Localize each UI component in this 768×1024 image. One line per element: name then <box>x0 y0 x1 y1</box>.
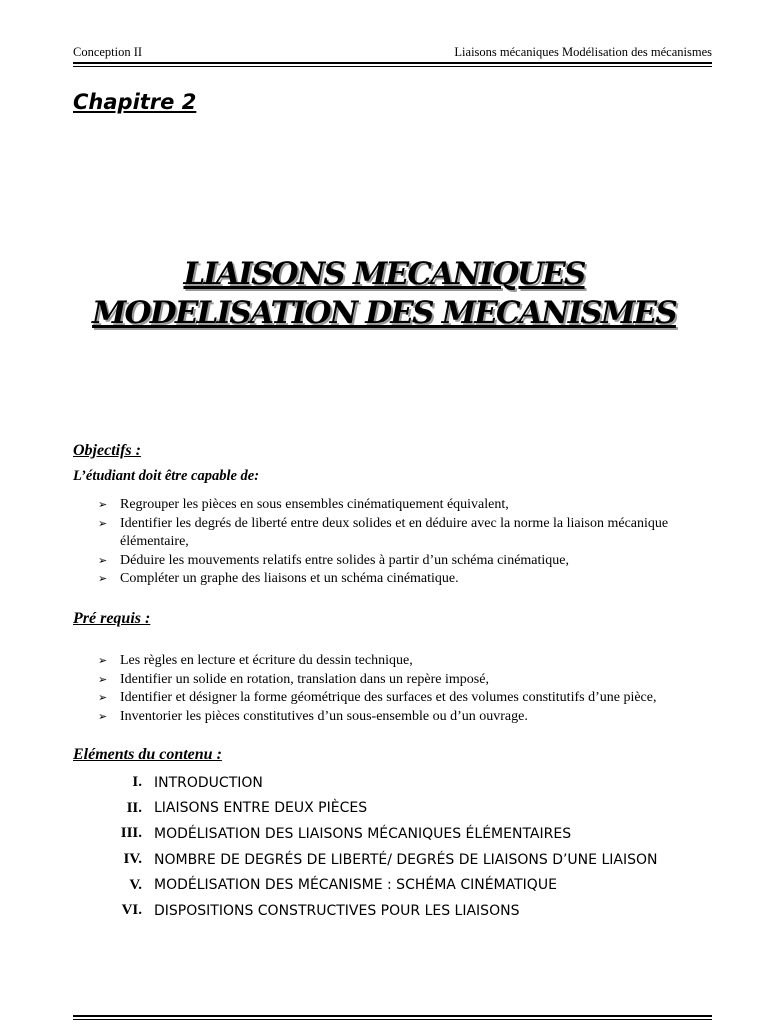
list-item <box>100 796 657 822</box>
list-item <box>100 847 657 873</box>
main-title-line2: MODELISATION DES MECANISMES <box>92 295 676 331</box>
item-number: VI. <box>121 902 142 919</box>
arrow-bullet-icon: ➢ <box>98 573 108 585</box>
item-number: II. <box>126 799 142 816</box>
item-text: MODÉLISATION DES LIAISONS MÉCANIQUES ÉLÉMENTAIRES <box>154 825 572 842</box>
item-text: LIAISONS ENTRE DEUX PIÈCES <box>154 800 368 817</box>
item-text: MODÉLISATION DES MÉCANISME : SCHÉMA CINÉMATIQUE <box>154 877 557 894</box>
item-text: INTRODUCTION <box>154 774 263 791</box>
list-item: ➢ Compléter un graphe des liaisons et un schéma cinématique. <box>98 570 718 589</box>
main-title <box>0 255 768 333</box>
list-item <box>100 872 657 898</box>
prerequis-heading: Pré requis : <box>73 610 151 627</box>
item-number: V. <box>129 876 142 893</box>
list-item: ➢ Inventorier les pièces constitutives d’un sous-ensemble ou d’un ouvrage. <box>98 708 718 727</box>
list-item: ➢ Identifier et désigner la forme géométrique des surfaces et des volumes constitutifs d’une pièce, <box>98 689 718 708</box>
objectifs-heading: Objectifs : <box>73 442 141 459</box>
item-number: IV. <box>123 851 142 868</box>
arrow-bullet-icon: ➢ <box>98 554 108 567</box>
item-text: NOMBRE DE DEGRÉS DE LIBERTÉ/ DEGRÉS DE LIAISONS D’UNE LIAISON <box>154 851 658 868</box>
list-item <box>100 770 657 796</box>
arrow-bullet-icon: ➢ <box>98 710 108 723</box>
objectifs-subheading: L’étudiant doit être capable de: <box>73 468 260 484</box>
contenu-list <box>100 770 657 924</box>
list-item: ➢ Les règles en lecture et écriture du dessin technique, <box>98 652 718 671</box>
list-item <box>100 898 657 924</box>
arrow-bullet-icon: ➢ <box>98 655 108 667</box>
item-number: I. <box>132 774 142 791</box>
arrow-bullet-icon: ➢ <box>98 499 108 511</box>
prerequis-list <box>98 652 718 726</box>
page-header <box>73 44 712 60</box>
list-item: ➢ Regrouper les pièces en sous ensembles cinématiquement équivalent, <box>98 496 718 515</box>
footer-rule <box>73 1015 712 1020</box>
chapter-label: Chapitre 2 <box>73 90 197 114</box>
list-item: ➢ Identifier les degrés de liberté entre deux solides et en déduire avec la norme la liaison mécanique élémentaire, <box>98 515 669 549</box>
item-text: DISPOSITIONS CONSTRUCTIVES POUR LES LIAISONS <box>154 902 520 919</box>
main-title-line1: LIAISONS MECANIQUES <box>183 256 585 292</box>
arrow-bullet-icon: ➢ <box>98 517 108 530</box>
item-number: III. <box>120 825 142 842</box>
header-right: Liaisons mécaniques Modélisation des mécanismes <box>454 45 712 59</box>
header-left: Conception II <box>73 45 143 59</box>
arrow-bullet-icon: ➢ <box>98 673 108 686</box>
list-item: ➢ Identifier un solide en rotation, translation dans un repère imposé, <box>98 671 718 690</box>
contenu-heading: Eléments du contenu : <box>73 746 222 763</box>
list-item <box>100 821 657 847</box>
arrow-bullet-icon: ➢ <box>98 692 108 704</box>
objectifs-list <box>98 496 718 589</box>
list-item: ➢ Déduire les mouvements relatifs entre solides à partir d’un schéma cinématique, <box>98 552 718 571</box>
header-rule <box>73 62 712 67</box>
